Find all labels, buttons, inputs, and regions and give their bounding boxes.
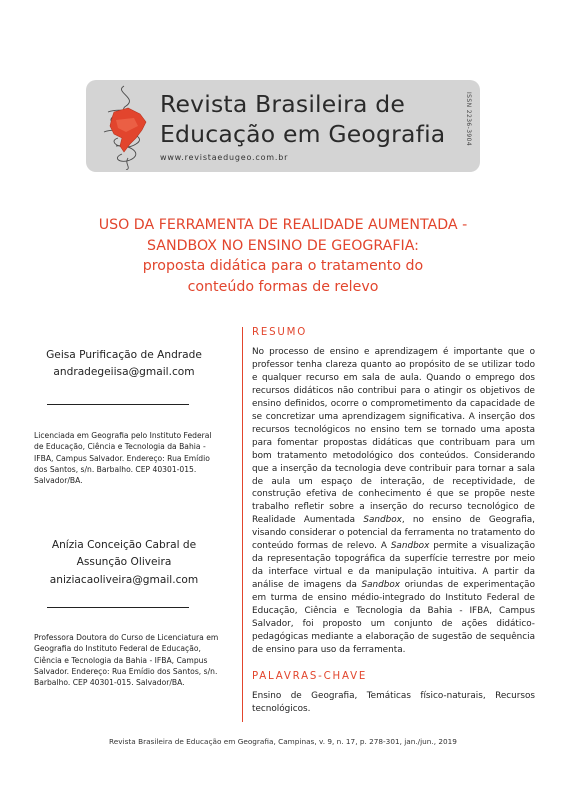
author-name: Geisa Purificação de Andrade <box>46 349 202 361</box>
journal-logo-icon <box>94 82 160 170</box>
keywords-heading: PALAVRAS-CHAVE <box>252 671 368 682</box>
journal-issn: ISSN 2236-3904 <box>465 92 472 147</box>
author-bio: Licenciada em Geografia pelo Instituto Federal de Educação, Ciência e Tecnologia da Bahia - IFBA, Campus Salvador. Endereço: Rua Emídio dos Santos, s/n. Barbalho. CEP 40301-015. Salvador/BA. <box>34 431 212 486</box>
page-footer-citation: Revista Brasileira de Educação em Geografia, Campinas, v. 9, n. 17, p. 278-301, jan./jun., 2019 <box>109 737 457 746</box>
column-divider <box>242 327 243 722</box>
author-name: Anízia Conceição Cabral de <box>51 539 197 551</box>
author-email: aniziacaoliveira@gmail.com <box>49 573 199 586</box>
title-line: SANDBOX NO ENSINO DE GEOGRAFIA: <box>147 237 419 254</box>
author-1 <box>34 347 214 382</box>
article-title <box>40 215 526 297</box>
author-name: Assunção Oliveira <box>76 556 172 569</box>
journal-banner <box>86 80 480 172</box>
journal-url: www.revistaedugeo.com.br <box>160 153 289 162</box>
author-2 <box>34 537 214 589</box>
journal-name-line1: Revista Brasileira de <box>160 90 406 118</box>
author-email: andradegeiisa@gmail.com <box>53 366 195 379</box>
journal-name-line2: Educação em Geografia <box>160 120 446 148</box>
title-line: proposta didática para o tratamento do <box>142 258 424 275</box>
author-divider <box>47 607 189 608</box>
abstract-heading: RESUMO <box>252 327 308 338</box>
title-line: conteúdo formas de relevo <box>187 278 379 295</box>
abstract-text: No processo de ensino e aprendizagem é importante que o professor tenha clareza quanto ao propósito de se utilizar todo e qualquer recurso em sala de aula. Quando o emprego dos recursos didáticos não contribui para o atingir os objetivos de ensino definidos, ocorre o comprometimento da capacidade de se concretizar uma aprendizagem significativa. A inserção dos recursos tecnológicos no ensino tem se tornado uma aposta para fomentar propostas didáticas que contribuam para um bom tratamento metodológico dos conteúdos. Considerando que a inserção da tecnologia deve contribuir para tornar a sala de aula um espaço de interação, de receptividade, de construção efetiva de conhecimento é que se propõe neste trabalho refletir sobre a inserção do recurso tecnológico de Realidade Aumentada Sandbox, no ensino de Geografia, visando considerar o potencial da ferramenta no tratamento do conteúdo formas de relevo. A Sandbox permite a visualização da representação topográfica da superfície terrestre por meio da interface virtual e da manipulação intuitiva. A partir da análise de imagens da Sandbox oriundas de experimentação em turma de ensino médio-integrado do Instituto Federal de Educação, Ciência e Tecnologia da Bahia - IFBA, Campus Salvador, foi proposto um conjunto de ações didático-pedagógicas mediante a elaboração de sugestão de sequência de ensino para uso da ferramenta. <box>252 347 536 655</box>
author-bio: Professora Doutora do Curso de Licenciatura em Geografia do Instituto Federal de Educação, Ciência e Tecnologia da Bahia - IFBA, Campus Salvador. Endereço: Rua Emídio dos Santos, s/n. Barbalho. CEP 40301-015. Salvador/BA. <box>34 633 219 688</box>
author-divider <box>47 404 189 405</box>
keywords-text: Ensino de Geografia, Temáticas físico-naturais, Recursos tecnológicos. <box>252 691 535 714</box>
title-line: USO DA FERRAMENTA DE REALIDADE AUMENTADA - <box>98 217 468 233</box>
